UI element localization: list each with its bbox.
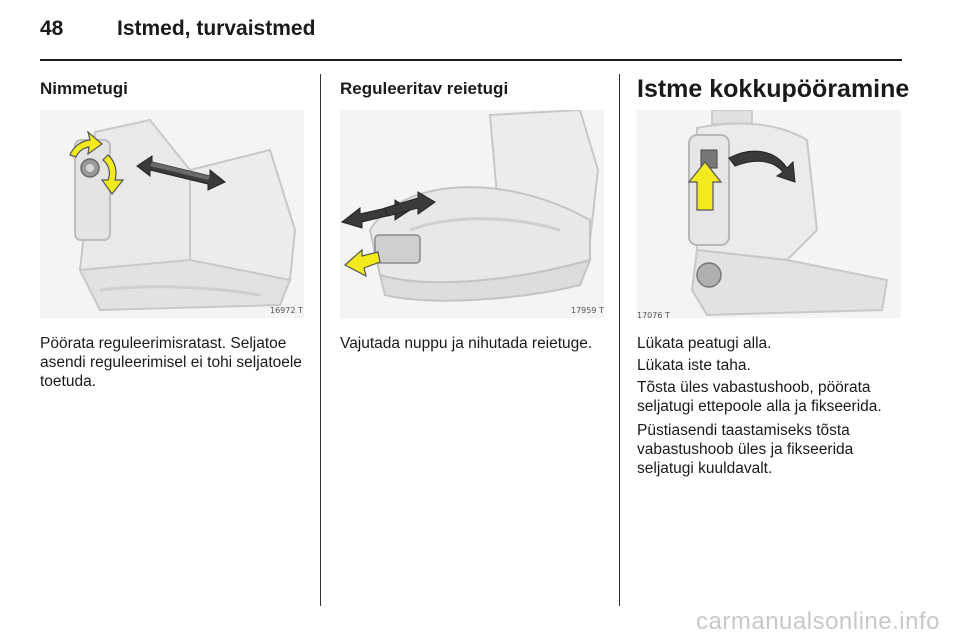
section-title-lumbar: Nimmetugi xyxy=(40,79,128,98)
page-heading: Istmed, turvaistmed xyxy=(117,17,316,40)
folding-step-3: Tõsta üles vabastushoob, pöörata seljatugi ettepoole alla ja fikseerida. xyxy=(637,379,882,415)
seat-folding-figure xyxy=(637,110,901,318)
thigh-support-figure xyxy=(340,110,604,318)
page-number: 48 xyxy=(40,17,64,40)
figure-code-thigh-support: 17959 T xyxy=(571,306,604,315)
watermark: carmanualsonline.info xyxy=(696,608,940,635)
column-divider-2 xyxy=(619,74,620,606)
lumbar-instructions: Pöörata reguleerimisratast. Seljatoe asendi reguleerimisel ei tohi seljatoele toetuda. xyxy=(40,335,302,390)
lumbar-seat-illustration xyxy=(40,110,304,318)
figure-code-lumbar: 16972 T xyxy=(270,306,303,315)
figure-code-seat-folding: 17076 T xyxy=(637,311,670,320)
folding-step-4: Püstiasendi taastamiseks tõsta vabastushoob üles ja fikseerida seljatugi kuuldavalt. xyxy=(637,422,854,477)
lumbar-support-figure xyxy=(40,110,304,318)
folding-step-2: Lükata iste taha. xyxy=(637,357,751,374)
thigh-seat-illustration xyxy=(340,110,604,318)
thigh-support-instructions: Vajutada nuppu ja nihutada reietuge. xyxy=(340,335,593,352)
folding-seat-illustration xyxy=(637,110,901,318)
header-rule xyxy=(40,59,902,61)
section-title-seat-folding: Istme kokkupööramine xyxy=(637,75,910,103)
folding-step-1: Lükata peatugi alla. xyxy=(637,335,772,352)
column-divider-1 xyxy=(320,74,321,606)
section-title-thigh-support: Reguleeritav reietugi xyxy=(340,79,509,98)
